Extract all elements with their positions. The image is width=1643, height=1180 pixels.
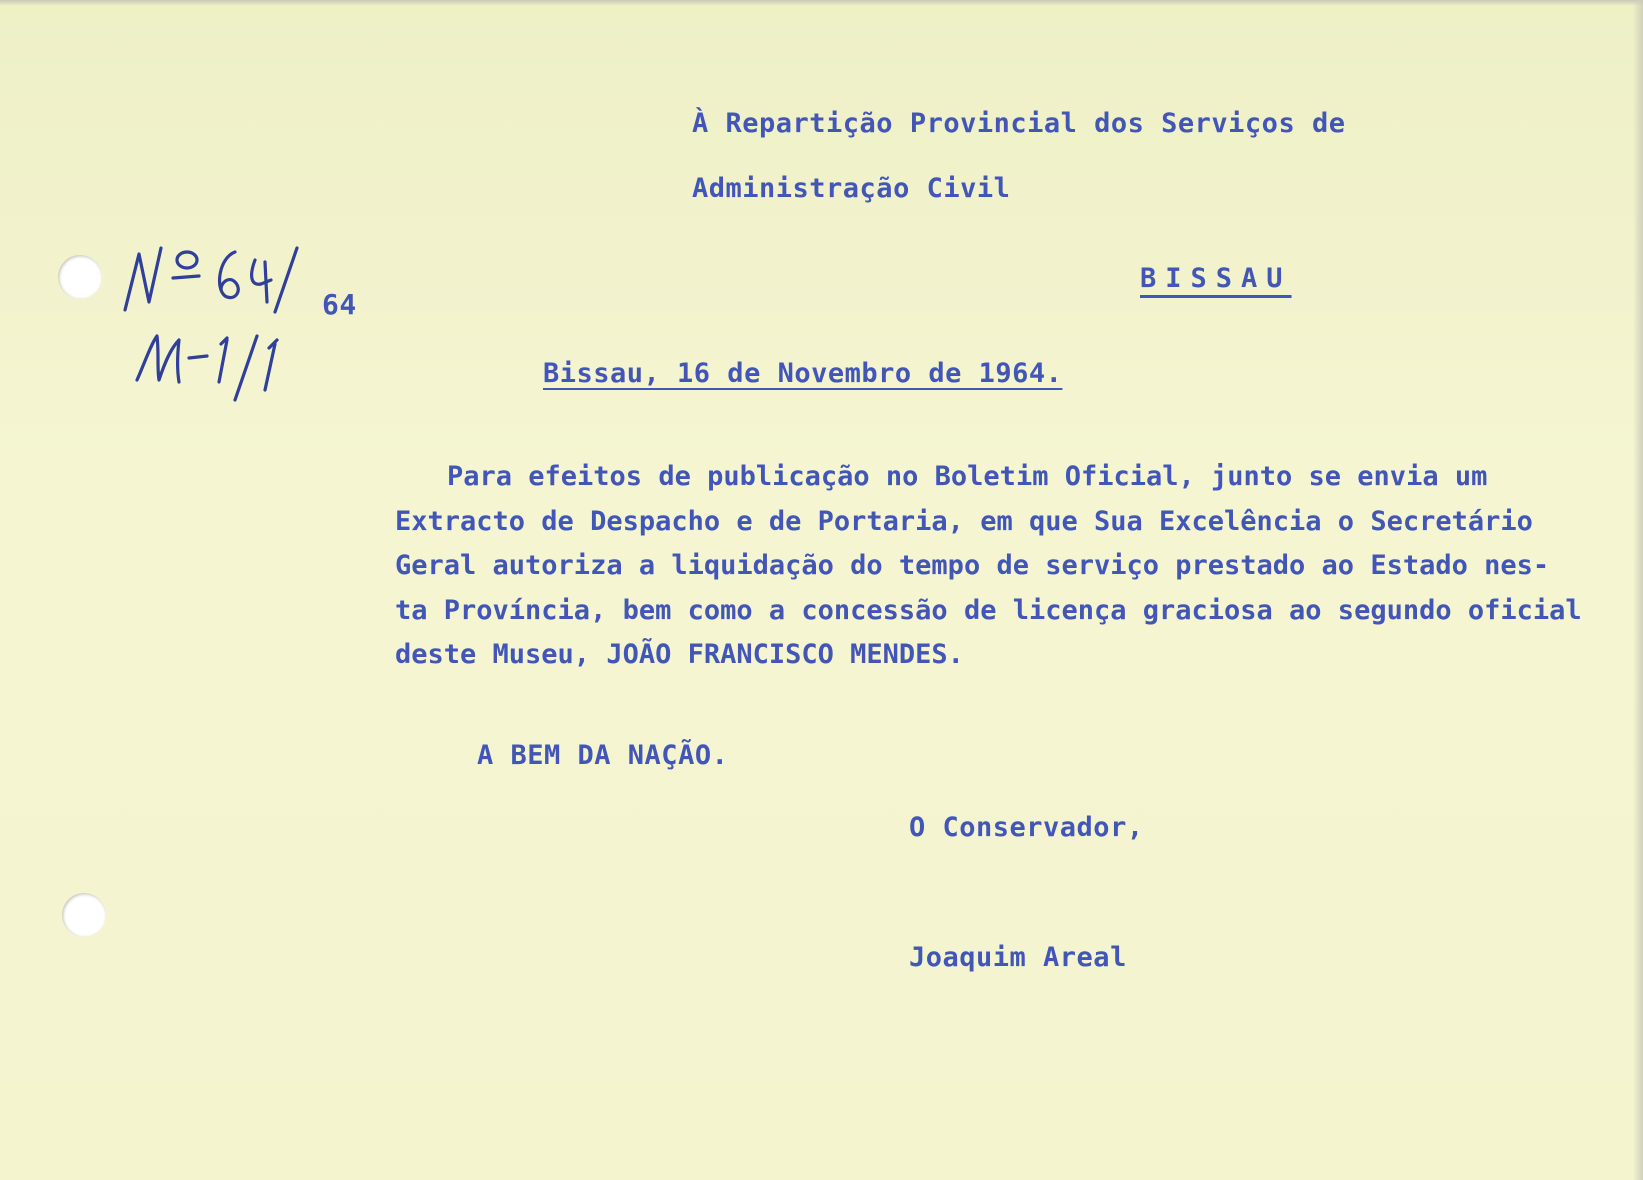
letter-body: [395, 455, 1610, 678]
punch-hole-top: [58, 255, 102, 299]
signatory-name: Joaquim Areal: [909, 942, 1127, 973]
signatory-title: O Conservador,: [909, 812, 1144, 843]
body-line-5: deste Museu, JOÃO FRANCISCO MENDES.: [395, 639, 964, 670]
recipient-line-2: Administração Civil: [692, 173, 1011, 204]
handwritten-reference: [115, 240, 325, 430]
paper-right-edge: [1633, 0, 1643, 1180]
recipient-line-1: À Repartição Provincial dos Serviços de: [692, 108, 1346, 139]
date-line: Bissau, 16 de Novembro de 1964.: [543, 358, 1063, 389]
reference-number-typed: 64: [322, 288, 357, 321]
body-line-4: ta Província, bem como a concessão de licença graciosa ao segundo oficial: [395, 594, 1582, 626]
paper-top-edge: [0, 0, 1643, 6]
body-line-1: Para efeitos de publicação no Boletim Oficial, junto se envia um: [447, 461, 1488, 492]
punch-hole-bottom: [62, 893, 106, 937]
city-heading: BISSAU: [1140, 263, 1292, 294]
body-line-2: Extracto de Despacho e de Portaria, em que Sua Excelência o Secretário: [395, 505, 1533, 537]
body-line-3: Geral autoriza a liquidação do tempo de serviço prestado ao Estado nes-: [395, 550, 1550, 581]
closing-salutation: A BEM DA NAÇÃO.: [477, 740, 729, 771]
